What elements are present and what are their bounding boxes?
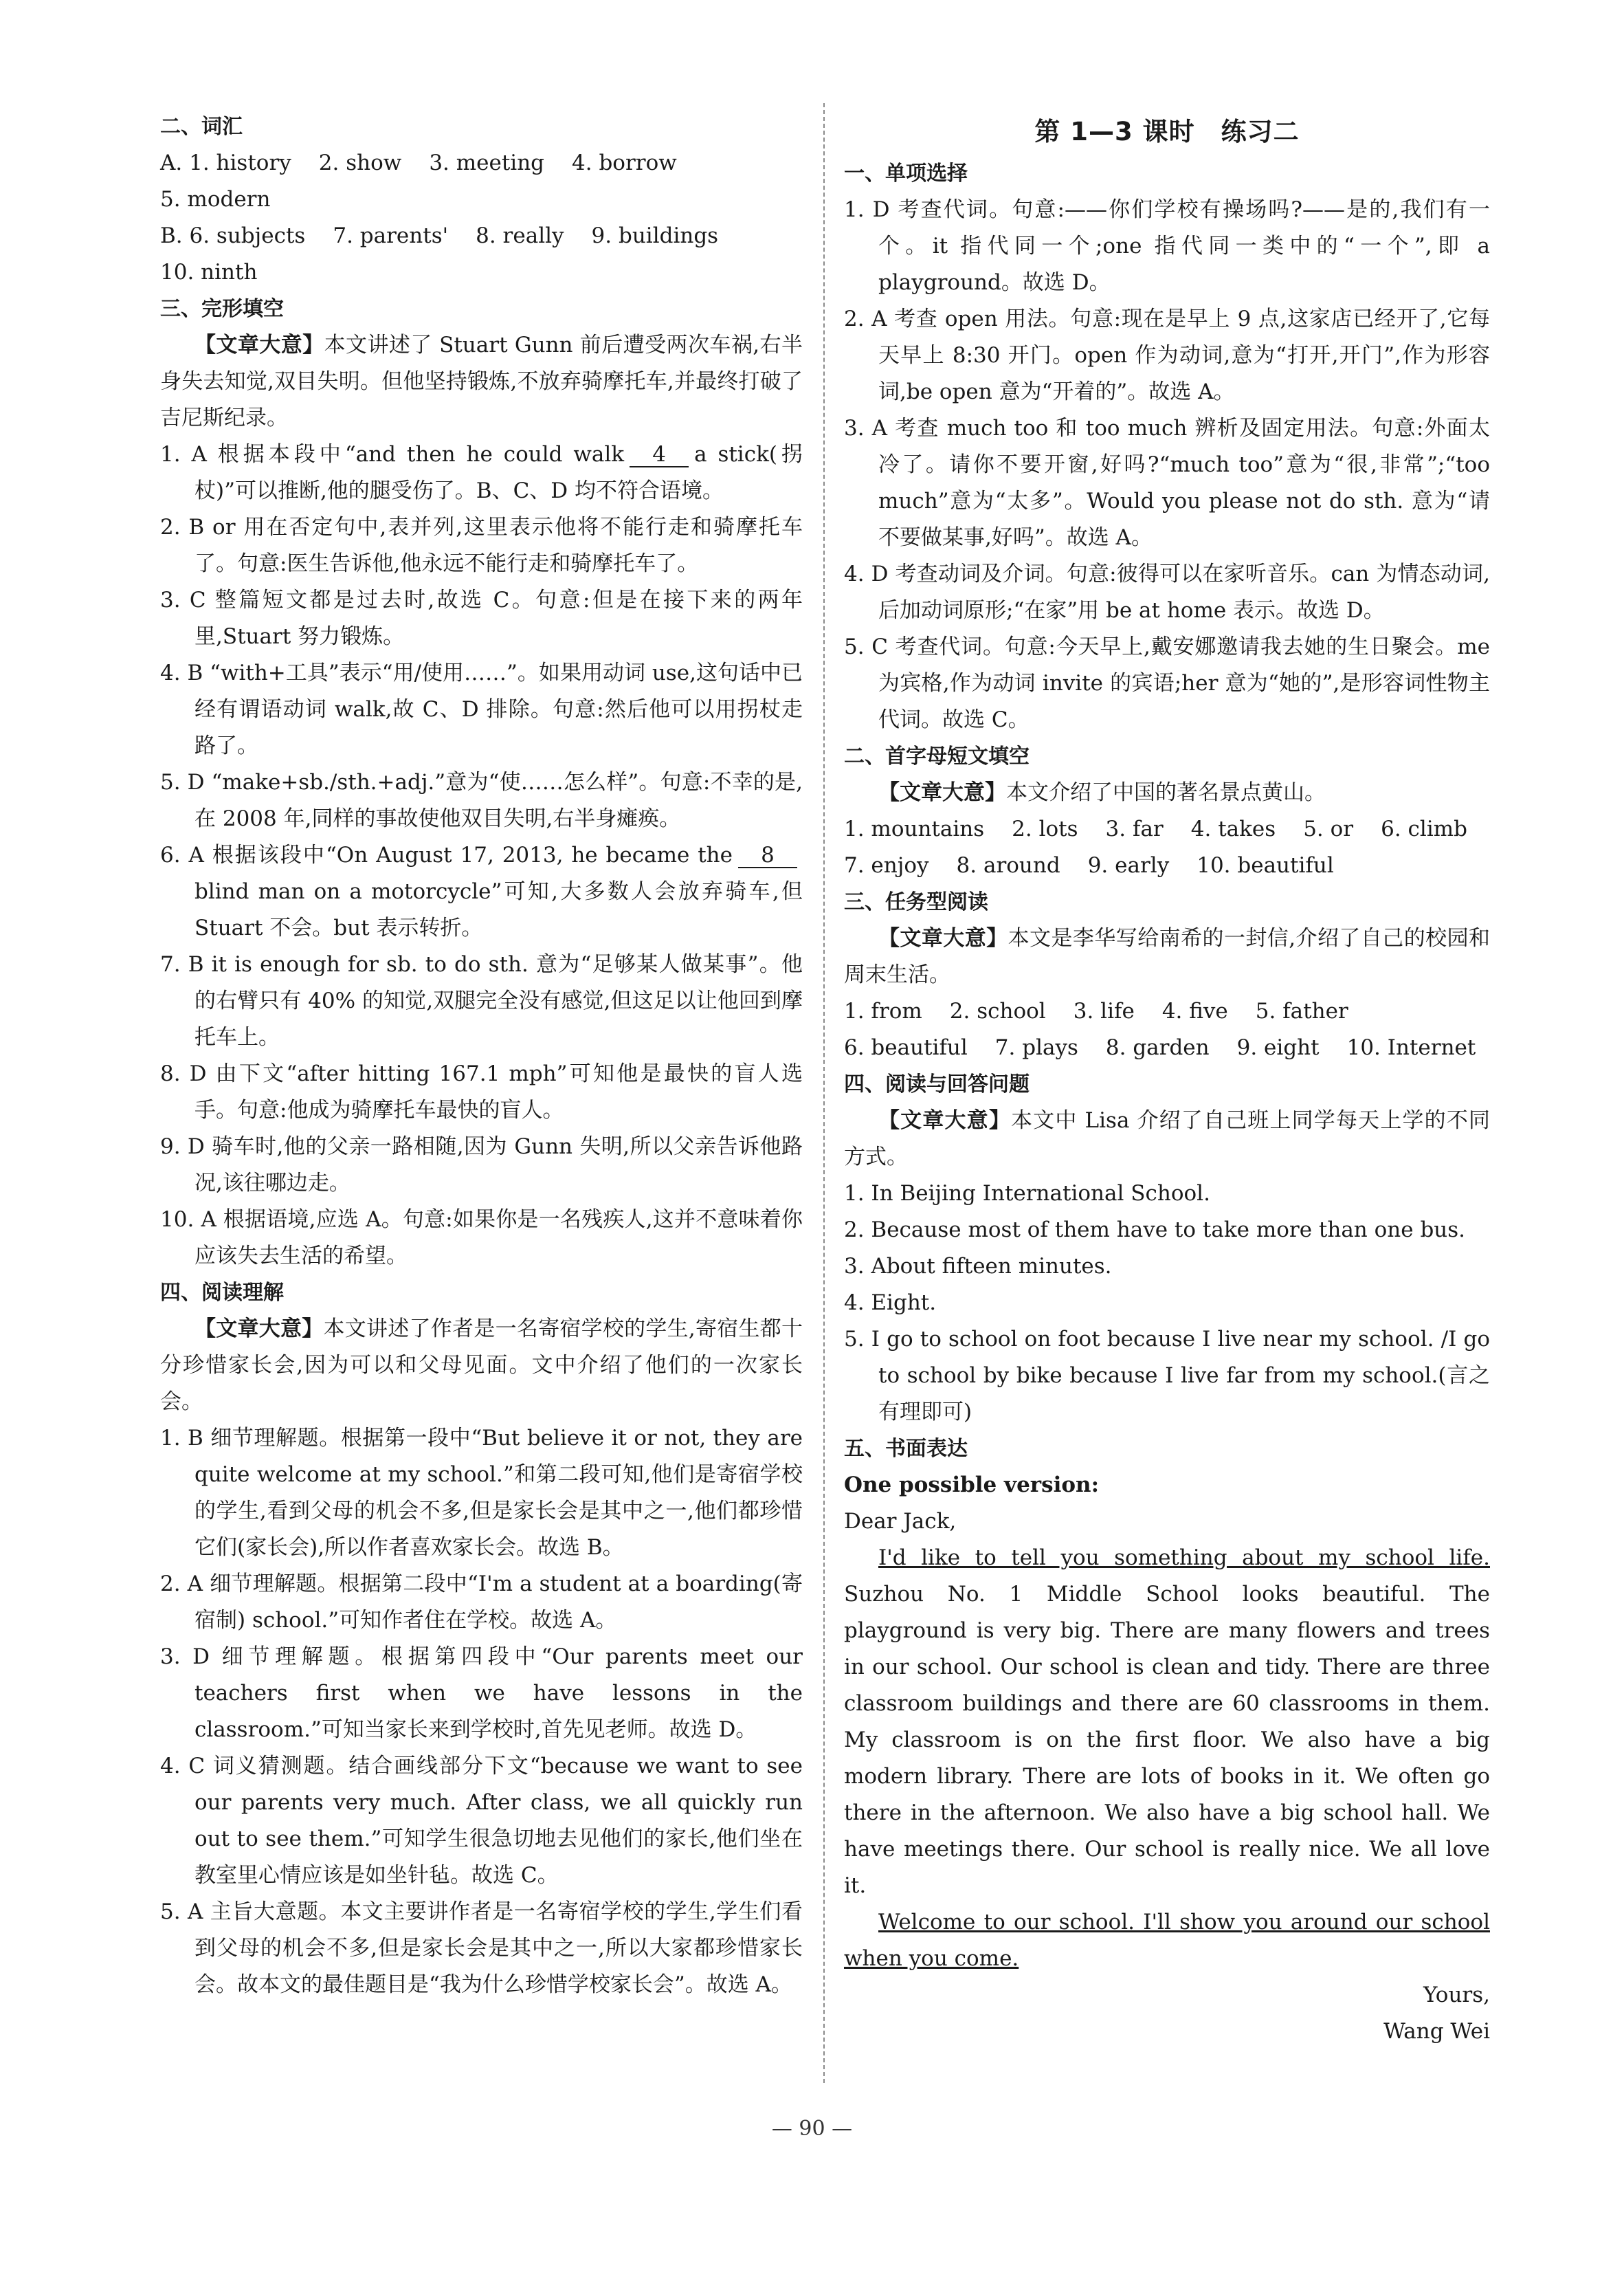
vocab-word: 2. show (318, 151, 402, 175)
vocab-b-row: B. 6. subjects 7. parents' 8. really 9. buildings (160, 218, 803, 254)
task-word: 5. father (1255, 999, 1348, 1024)
task-word: 9. eight (1236, 1035, 1320, 1060)
cloze-summary: 【文章大意】本文讲述了 Stuart Gunn 前后遭受两次车祸,右半身失去知觉,双目失明。但他坚持锻炼,不放弃骑摩托车,并最终打破了吉尼斯纪录。 (160, 333, 803, 430)
fill-answers-row (844, 811, 1490, 848)
answer-blank: 8 (738, 843, 797, 868)
page-number: — 90 — (771, 2117, 853, 2141)
qa-heading: 四、阅读与回答问题 (844, 1072, 1030, 1096)
fill-answers-row (844, 848, 1490, 884)
fill-word: 8. around (956, 853, 1060, 878)
vocab-heading: 二、词汇 (160, 115, 243, 139)
mc-answer: 4. D 考查动词及介词。句意:彼得可以在家听音乐。can 为情态动词,后加动词原形;“在家”用 be at home 表示。故选 D。 (844, 562, 1490, 623)
mc-answer: 3. A 考查 much too 和 too much 辨析及固定用法。句意:外面太冷了。请你不要开窗,好吗?“much too”意为“很,非常”;“too much”意为“太多”。Would you please not do sth. 意为“请不要做某事,好吗”。故选 A。 (844, 416, 1490, 550)
fill-word: 6. climb (1381, 817, 1467, 841)
reading-answer: 3. D 细节理解题。根据第四段中“Our parents meet our teachers first when we have lessons in the classroom.”可知当家长来到学校时,首先见老师。故选 D。 (160, 1644, 803, 1742)
qa-summary: 【文章大意】本文中 Lisa 介绍了自己班上同学每天上学的不同方式。 (844, 1108, 1490, 1169)
letter-paragraph (844, 1904, 1490, 1977)
task-word: 6. beautiful (844, 1035, 968, 1060)
task-word: 1. from (844, 999, 922, 1024)
task-word: 8. garden (1105, 1035, 1210, 1060)
fill-word: 9. early (1087, 853, 1170, 878)
mc-answer: 5. C 考查代词。句意:今天早上,戴安娜邀请我去她的生日聚会。me 为宾格,作为动词 invite 的宾语;her 意为“她的”,是形容词性物主代词。故选 C。 (844, 635, 1490, 732)
vocab-word: 4. borrow (572, 151, 677, 175)
reading-answer: 2. A 细节理解题。根据第二段中“I'm a student at a boarding(寄宿制) school.”可知作者住在学校。故选 A。 (160, 1571, 803, 1633)
fill-summary: 【文章大意】本文介绍了中国的著名景点黄山。 (878, 780, 1326, 805)
column-divider (823, 103, 825, 2083)
qa-answer: 4. Eight. (844, 1290, 937, 1315)
cloze-answer: 10. A 根据语境,应选 A。句意:如果你是一名残疾人,这并不意味着你应该失去生活的希望。 (160, 1207, 803, 1268)
mc-answer: 2. A 考查 open 用法。句意:现在是早上 9 点,这家店已经开了,它每天早上 8:30 开门。open 作为动词,意为“打开,开门”,作为形容词,be open 意为“开着的”。故选 A。 (844, 307, 1490, 404)
fill-word: 1. mountains (844, 817, 985, 841)
cloze-answer: 4. B “with+工具”表示“用/使用……”。如果用动词 use,这句话中已经有谓语动词 walk,故 C、D 排除。句意:然后他可以用拐杖走路了。 (160, 661, 803, 758)
vocab-word: 3. meeting (429, 151, 545, 175)
right-column (844, 109, 1490, 2050)
letter-closing: Yours, (1423, 1983, 1490, 2007)
reading-heading: 四、阅读理解 (160, 1281, 284, 1305)
answer-blank: 4 (630, 443, 689, 467)
vocab-word: 7. parents' (333, 223, 449, 248)
cloze-answer: 2. B or 用在否定句中,表并列,这里表示他将不能行走和骑摩托车了。句意:医生告诉他,他永远不能行走和骑摩托车了。 (160, 515, 803, 576)
cloze-answer: 9. D 骑车时,他的父亲一路相随,因为 Gunn 失明,所以父亲告诉他路况,该往哪边走。 (160, 1134, 803, 1195)
reading-answer: 4. C 词义猜测题。结合画线部分下文“because we want to see our parents very much. After class, we all quickly run out to see them.”可知学生很急切地去见他们的家长,他们坐在教室里心情应该是如坐针毡。故选 C。 (160, 1754, 803, 1888)
task-word: 10. Internet (1346, 1035, 1476, 1060)
mc-answer: 1. D 考查代词。句意:——你们学校有操场吗?——是的,我们有一个。it 指代同一个;one 指代同一类中的“一个”,即 a playground。故选 D。 (844, 197, 1490, 295)
cloze-answer: 3. C 整篇短文都是过去时,故选 C。句意:但是在接下来的两年里,Stuart 努力锻炼。 (160, 588, 803, 649)
cloze-answer: 8. D 由下文“after hitting 167.1 mph”可知他是最快的盲人选手。句意:他成为骑摩托车最快的盲人。 (160, 1061, 803, 1123)
reading-answer: 1. B 细节理解题。根据第一段中“But believe it or not, they are quite welcome at my school.”和第二段可知,他们是寄宿学校的学生,看到父母的机会不多,但是家长会是其中之一,他们都珍惜它们(家长会),所以作者喜欢家长会。故选 B。 (160, 1426, 803, 1560)
fill-word: 5. or (1303, 817, 1354, 841)
fill-word: 3. far (1105, 817, 1164, 841)
task-summary: 【文章大意】本文是李华写给南希的一封信,介绍了自己的校园和周末生活。 (844, 926, 1491, 987)
task-heading: 三、任务型阅读 (844, 890, 988, 914)
section-title: 第 1—3 课时 练习二 (1034, 117, 1300, 146)
vocab-word: 5. modern (160, 187, 271, 212)
cloze-answer: 5. D “make+sb./sth.+adj.”意为“使……怎么样”。句意:不幸的是,在 2008 年,同样的事故使他双目失明,右半身瘫痪。 (160, 770, 803, 831)
qa-answer: 2. Because most of them have to take more than one bus. (844, 1217, 1466, 1242)
vocab-word: 1. history (189, 151, 291, 175)
task-answers-row (844, 1030, 1490, 1066)
fill-word: 10. beautiful (1197, 853, 1334, 878)
fill-word: 7. enjoy (844, 853, 929, 878)
cloze-answer: 6. A 根据该段中“On August 17, 2013, he became the 8blind man on a motorcycle”可知,大多数人会放弃骑车,但 Stuart 不会。but 表示转折。 (160, 843, 803, 940)
cloze-answer: 1. A 根据本段中“and then he could walk 4 a stick(拐杖)”可以推断,他的腿受伤了。B、C、D 均不符合语境。 (160, 442, 803, 503)
letter-paragraph: I'd like to tell you something about my school life. Suzhou No. 1 Middle School looks beautiful. The playground is very big. There are many flowers and trees in our school. Our school is clean and tidy. There are three classroom buildings and there are 60 classrooms in them. My classroom is on the first floor. We also have a big modern library. There are lots of books in it. We often go there in the afternoon. We also have a big school hall. We have meetings there. Our school is really nice. We all love it. (844, 1545, 1490, 1898)
fill-word: 2. lots (1012, 817, 1078, 841)
reading-answer: 5. A 主旨大意题。本文主要讲作者是一名寄宿学校的学生,学生们看到父母的机会不多,但是家长会是其中之一,所以大家都珍惜家长会。故本文的最佳题目是“我为什么珍惜学校家长会”。故选 A。 (160, 1899, 803, 1997)
reading-summary: 【文章大意】本文讲述了作者是一名寄宿学校的学生,寄宿生都十分珍惜家长会,因为可以和父母见面。文中介绍了他们的一次家长会。 (160, 1316, 803, 1414)
mc-heading: 一、单项选择 (844, 162, 968, 186)
version-label: One possible version: (844, 1473, 1100, 1497)
fill-word: 4. takes (1190, 817, 1276, 841)
task-word: 2. school (949, 999, 1046, 1024)
vocab-word: 6. subjects (189, 223, 306, 248)
writing-heading: 五、书面表达 (844, 1437, 968, 1461)
vocab-word: 9. buildings (591, 223, 719, 248)
task-word: 7. plays (994, 1035, 1078, 1060)
qa-answer: 5. I go to school on foot because I live near my school. /I go to school by bike because I live far from my school.(言之有理即可) (844, 1327, 1490, 1424)
topic-sentence: I'd like to tell you something about my school life. (878, 1545, 1490, 1570)
qa-answer: 3. About fifteen minutes. (844, 1254, 1112, 1279)
vocab-word: 8. really (476, 223, 564, 248)
fill-heading: 二、首字母短文填空 (844, 745, 1030, 769)
qa-answer: 1. In Beijing International School. (844, 1181, 1210, 1206)
letter-greeting: Dear Jack, (844, 1509, 957, 1534)
task-word: 4. five (1161, 999, 1228, 1024)
left-column (160, 109, 803, 2003)
closing-sentence: Welcome to our school. I'll show you around our school when you come. (844, 1910, 1490, 1971)
vocab-a-row: A. 1. history 2. show 3. meeting 4. borrow (160, 145, 803, 181)
task-word: 3. life (1073, 999, 1135, 1024)
cloze-answer: 7. B it is enough for sb. to do sth. 意为“足够某人做某事”。他的右臂只有 40% 的知觉,双腿完全没有感觉,但这足以让他回到摩托车上。 (160, 952, 803, 1050)
vocab-word: 10. ninth (160, 260, 258, 285)
letter-signature: Wang Wei (1383, 2019, 1490, 2044)
cloze-heading: 三、完形填空 (160, 297, 284, 321)
task-answers-row (844, 993, 1490, 1030)
